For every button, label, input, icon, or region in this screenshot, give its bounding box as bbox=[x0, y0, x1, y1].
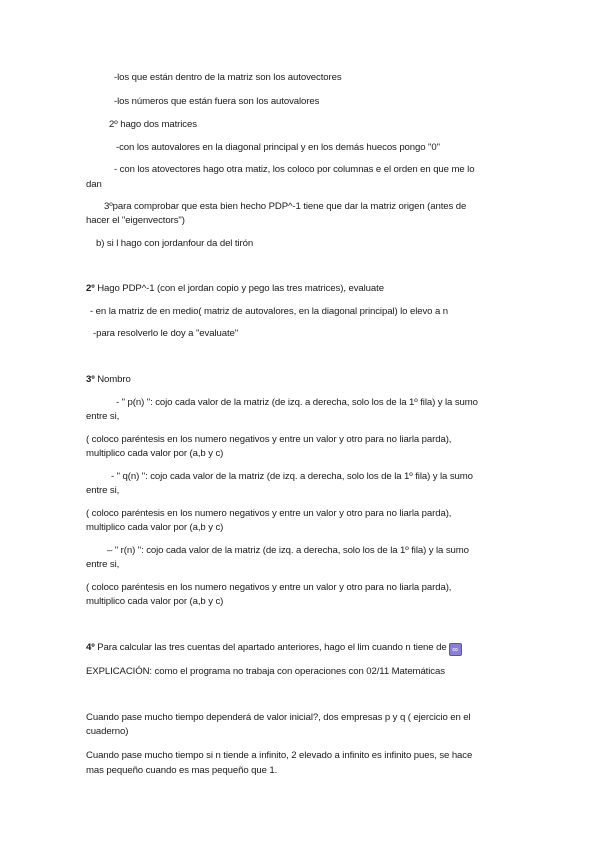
text-line: Cuando pase mucho tiempo dependerá de valor inicial?, dos empresas p y q ( ejercicio en el bbox=[86, 712, 471, 723]
section-number: 2º bbox=[86, 283, 95, 294]
text-line: dan bbox=[86, 179, 102, 190]
text-line: 2º hago dos matrices bbox=[109, 119, 197, 130]
text-line: -los que están dentro de la matriz son los autovectores bbox=[114, 72, 342, 83]
text-line: - " p(n) ": cojo cada valor de la matriz (de izq. a derecha, solo los de la 1º fila) y la sumo bbox=[116, 397, 478, 408]
text-line: -con los autovalores en la diagonal principal y en los demás huecos pongo "0" bbox=[116, 142, 440, 153]
text-line: EXPLICACIÓN: como el programa no trabaja con operaciones con 02/11 Matemáticas bbox=[86, 666, 445, 677]
section-heading-3 bbox=[86, 373, 131, 387]
text-line: hacer el "eigenvectors") bbox=[86, 215, 185, 226]
text-line: b) si l hago con jordanfour da del tirón bbox=[96, 238, 254, 249]
section-heading-4 bbox=[86, 641, 462, 656]
infinity-icon: ∞ bbox=[449, 643, 462, 656]
text-line: entre si, bbox=[86, 411, 120, 422]
section-title: Hago PDP^-1 (con el jordan copio y pego las tres matrices), evaluate bbox=[94, 283, 384, 294]
text-line: multiplico cada valor por (a,b y c) bbox=[86, 522, 224, 533]
text-line: - " q(n) ": cojo cada valor de la matriz (de izq. a derecha, solo los de la 1º fila) y la sumo bbox=[111, 471, 473, 482]
text-line: – " r(n) ": cojo cada valor de la matriz (de izq. a derecha, solo los de la 1º fila) y la sumo bbox=[107, 545, 469, 556]
text-line: mas pequeño cuando es mas pequeño que 1. bbox=[86, 765, 278, 776]
text-line: -para resolverlo le doy a "evaluate" bbox=[93, 328, 239, 339]
section-number: 4º bbox=[86, 642, 95, 653]
text-line: ( coloco paréntesis en los numero negativos y entre un valor y otro para no liarla parda), bbox=[86, 582, 452, 593]
section-heading-2 bbox=[86, 282, 384, 296]
text-line: multiplico cada valor por (a,b y c) bbox=[86, 596, 224, 607]
text-line: multiplico cada valor por (a,b y c) bbox=[86, 448, 224, 459]
text-line: ( coloco paréntesis en los numero negativos y entre un valor y otro para no liarla parda), bbox=[86, 508, 452, 519]
section-title: Para calcular las tres cuentas del apartado anteriores, hago el lim cuando n tiene de bbox=[94, 642, 447, 653]
text-line: - en la matriz de en medio( matriz de autovalores, en la diagonal principal) lo elevo a n bbox=[90, 306, 448, 317]
text-line: entre si, bbox=[86, 559, 120, 570]
text-line: Cuando pase mucho tiempo si n tiende a infinito, 2 elevado a infinito es infinito pues, se hace bbox=[86, 750, 473, 761]
section-title: Nombro bbox=[94, 374, 131, 385]
text-line: - con los atovectores hago otra matiz, los coloco por columnas e el orden en que me lo bbox=[114, 164, 475, 175]
text-line: cuaderno) bbox=[86, 726, 129, 737]
text-line: entre si, bbox=[86, 485, 120, 496]
text-line: -los números que están fuera son los autovalores bbox=[114, 96, 320, 107]
text-line: ( coloco paréntesis en los numero negativos y entre un valor y otro para no liarla parda), bbox=[86, 434, 452, 445]
text-line: 3ºpara comprobar que esta bien hecho PDP^-1 tiene que dar la matriz origen (antes de bbox=[104, 201, 467, 212]
section-number: 3º bbox=[86, 374, 95, 385]
